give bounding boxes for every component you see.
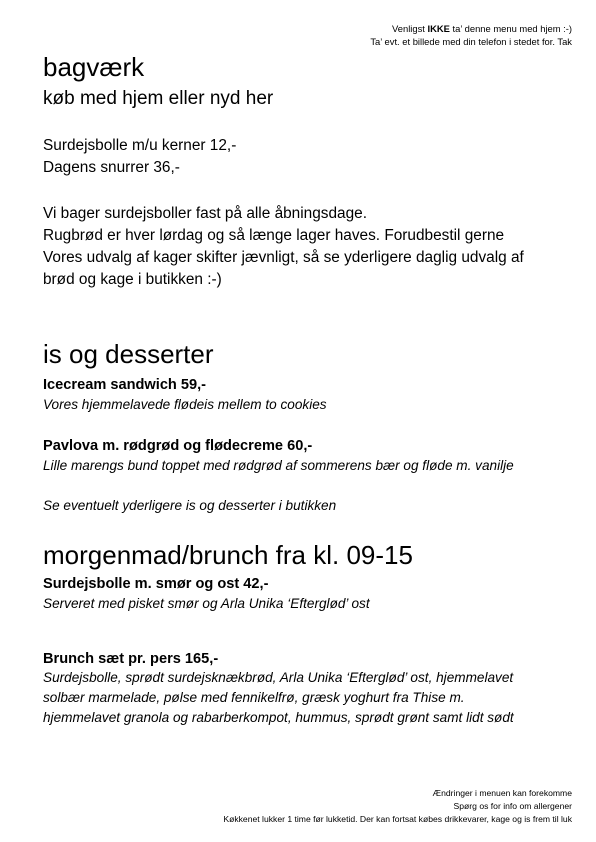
info-line: Vi bager surdejsboller fast på alle åbningsdage. bbox=[43, 205, 367, 222]
bagvaerk-subheading: køb med hjem eller nyd her bbox=[43, 88, 274, 109]
footer-kitchen-hours-note: Køkkenet lukker 1 time før lukketid. Der kan fortsat købes drikkevarer, kage og is frem til luk bbox=[223, 814, 572, 824]
info-line: Vores udvalg af kager skifter jævnligt, så se yderligere daglig udvalg af bbox=[43, 249, 524, 266]
bagvaerk-info bbox=[43, 203, 524, 291]
dessert-note: Se eventuelt yderligere is og desserter i butikken bbox=[43, 498, 337, 513]
brunch-heading: morgenmad/brunch fra kl. 09-15 bbox=[43, 540, 413, 570]
dessert-item-description: Vores hjemmelavede flødeis mellem to cookies bbox=[43, 397, 327, 412]
price-item: Dagens snurrer 36,- bbox=[43, 159, 180, 176]
take-home-notice bbox=[370, 22, 572, 48]
brunch-item-description: Serveret med pisket smør og Arla Unika ‘Efterglød’ ost bbox=[43, 596, 370, 611]
brunch-item-title: Surdejsbolle m. smør og ost 42,- bbox=[43, 576, 269, 592]
info-line: Rugbrød er hver lørdag og så længe lager haves. Forudbestil gerne bbox=[43, 227, 505, 244]
dessert-item-title: Pavlova m. rødgrød og flødecreme 60,- bbox=[43, 438, 313, 454]
footer-changes-note: Ændringer i menuen kan forekomme bbox=[432, 788, 572, 798]
brunch-item-description: Surdejsbolle, sprødt surdejsknækbrød, Arla Unika ‘Efterglød’ ost, hjemmelavet solbær marmelade, pølse med fennikelfrø, græsk yoghurt fra Thise m. hjemmelavet granola og rabarberkompot, hummus, sprødt grønt samt lidt sødt bbox=[43, 670, 514, 725]
price-item: Surdejsbolle m/u kerner 12,- bbox=[43, 137, 237, 154]
dessert-item-description: Lille marengs bund toppet med rødgrød af sommerens bær og fløde m. vanilje bbox=[43, 458, 514, 473]
bagvaerk-price-list bbox=[43, 135, 236, 179]
notice-emphasis: IKKE bbox=[427, 23, 450, 34]
info-line: brød og kage i butikken :-) bbox=[43, 271, 222, 288]
notice-line-1: Venligst IKKE ta’ denne menu med hjem :-) bbox=[392, 23, 572, 34]
brunch-item-title: Brunch sæt pr. pers 165,- bbox=[43, 651, 219, 667]
desserts-heading: is og desserter bbox=[43, 339, 214, 369]
dessert-item-title: Icecream sandwich 59,- bbox=[43, 377, 207, 393]
bagvaerk-heading: bagværk bbox=[43, 52, 145, 82]
menu-footer bbox=[223, 787, 572, 826]
notice-line-2: Ta’ evt. et billede med din telefon i stedet for. Tak bbox=[370, 36, 572, 47]
footer-allergen-note: Spørg os for info om allergener bbox=[453, 801, 572, 811]
